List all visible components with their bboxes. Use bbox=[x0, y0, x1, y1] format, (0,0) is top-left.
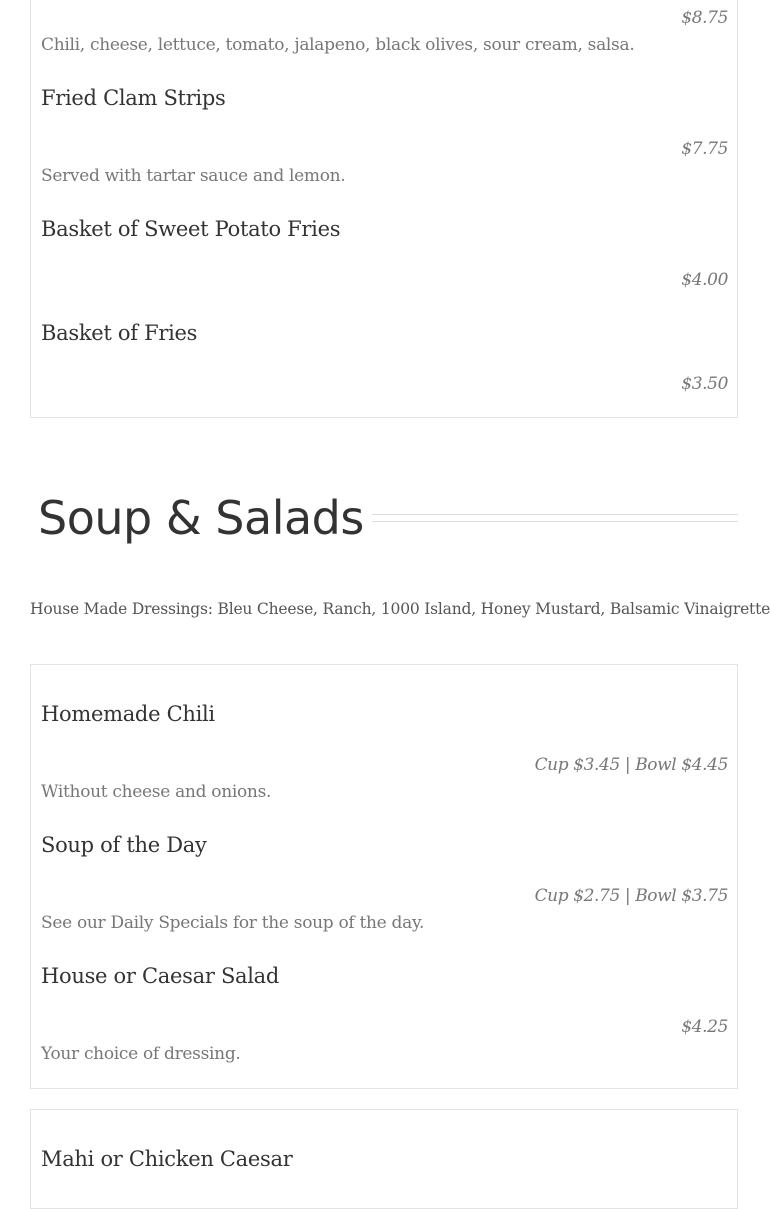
menu-item-name: Mahi or Chicken Caesar bbox=[41, 1147, 293, 1171]
menu-item-description: Served with tartar sauce and lemon. bbox=[41, 166, 346, 186]
entree-salads-menu-box bbox=[30, 1109, 738, 1209]
menu-item-name: Soup of the Day bbox=[41, 833, 207, 857]
section-divider bbox=[335, 514, 738, 522]
appetizers-menu-box bbox=[30, 0, 738, 418]
menu-item-name: Basket of Fries bbox=[41, 321, 198, 345]
menu-item-price: $4.25 bbox=[681, 1017, 728, 1037]
menu-item-price: Cup $2.75 | Bowl $3.75 bbox=[534, 886, 728, 906]
soup-salads-menu-box bbox=[30, 664, 738, 1089]
menu-item-description: See our Daily Specials for the soup of the day. bbox=[41, 913, 425, 933]
menu-item-price: $4.00 bbox=[681, 270, 728, 290]
menu-item-description: Your choice of dressing. bbox=[41, 1044, 241, 1064]
menu-item-price: $7.75 bbox=[681, 139, 728, 159]
menu-item-name: Basket of Sweet Potato Fries bbox=[41, 217, 341, 241]
menu-item-name: Fried Clam Strips bbox=[41, 86, 226, 110]
menu-item-price: $3.50 bbox=[681, 374, 728, 394]
menu-item-name: Homemade Chili bbox=[41, 702, 215, 726]
menu-item-name: House or Caesar Salad bbox=[41, 964, 280, 988]
menu-item-description: Without cheese and onions. bbox=[41, 782, 272, 802]
menu-item-price: $8.75 bbox=[681, 8, 728, 28]
dressings-note: House Made Dressings: Bleu Cheese, Ranch, 1000 Island, Honey Mustard, Balsamic Vinaigrette bbox=[30, 600, 770, 618]
menu-item-price: Cup $3.45 | Bowl $4.45 bbox=[534, 755, 728, 775]
section-title: Soup & Salads bbox=[38, 490, 372, 546]
menu-item-description: Chili, cheese, lettuce, tomato, jalapeno, black olives, sour cream, salsa. bbox=[41, 35, 635, 55]
